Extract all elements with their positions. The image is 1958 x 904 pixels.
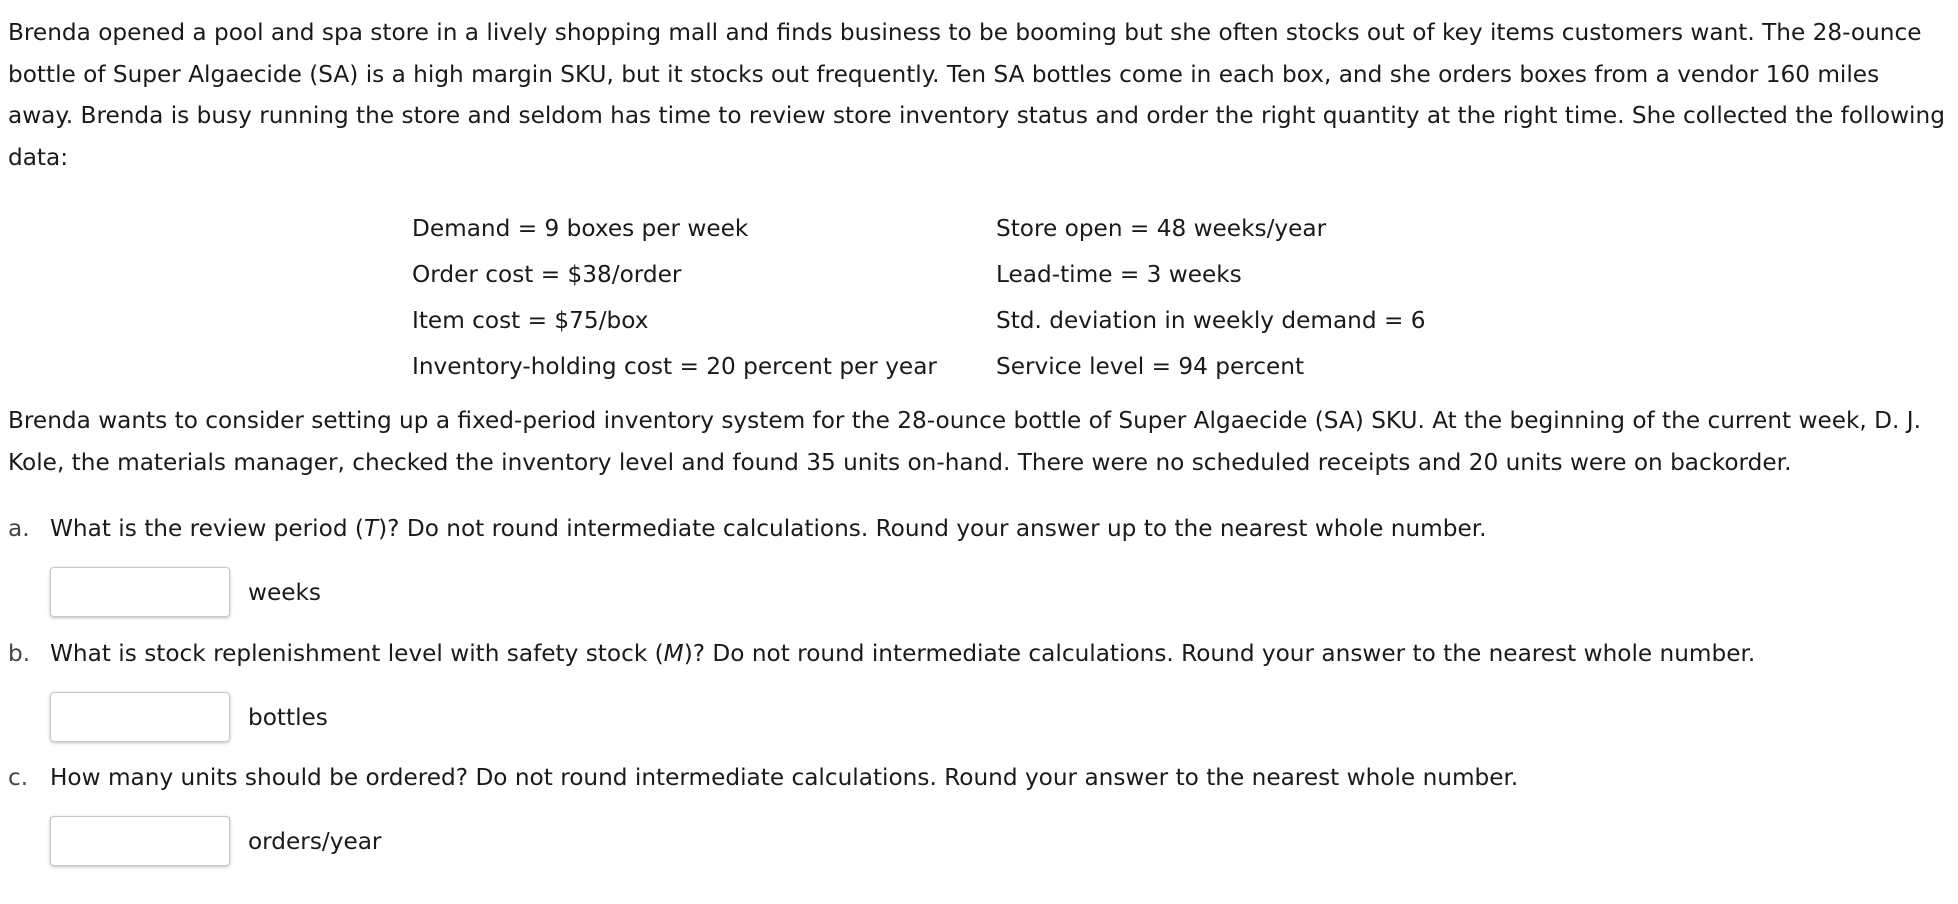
answer-row-a: [50, 567, 321, 617]
question-text-part: )? Do not round intermediate calculations. Round your answer to the nearest whole number.: [683, 640, 1756, 667]
unit-label: orders/year: [248, 827, 382, 855]
data-cell-demand: Demand = 9 boxes per week: [412, 214, 749, 242]
data-cell-item-cost: Item cost = $75/box: [412, 306, 649, 334]
scenario-paragraph: Brenda wants to consider setting up a fixed-period inventory system for the 28-ounce bottle of Super Algaecide (SA) SKU. At the beginning of the current week, D. J. Kole, the materials manager, checked the inventory level and found 35 units on-hand. There were no scheduled receipts and 20 units were on backorder.: [8, 407, 1921, 476]
data-row: [412, 205, 1426, 251]
question-variable: M: [663, 640, 684, 667]
unit-label: bottles: [248, 703, 328, 731]
question-text: [50, 764, 1518, 791]
data-cell-order-cost: Order cost = $38/order: [412, 260, 682, 288]
data-cell-holding-cost: Inventory-holding cost = 20 percent per year: [412, 352, 937, 380]
answer-row-c: [50, 816, 381, 866]
data-row: [412, 297, 1426, 343]
data-row: [412, 251, 1426, 297]
question-text-part: How many units should be ordered? Do not round intermediate calculations. Round your answer to the nearest whole number.: [50, 764, 1519, 791]
intro-paragraph: Brenda opened a pool and spa store in a lively shopping mall and finds business to be booming but she often stocks out of key items customers want. The 28-ounce bottle of Super Algaecide (SA) is a high margin SKU, but it stocks out frequently. Ten SA bottles come in each box, and she orders boxes from a vendor 160 miles away. Brenda is busy running the store and seldom has time to review store inventory status and order the right quantity at the right time. She collected the following data:: [8, 19, 1945, 171]
answer-row-b: [50, 692, 328, 742]
data-row: [412, 343, 1426, 389]
data-cell-service-level: Service level = 94 percent: [996, 352, 1305, 380]
unit-label: weeks: [248, 578, 322, 606]
question-variable: T: [363, 515, 379, 542]
question-c: [8, 764, 1518, 791]
data-cell-std-deviation: Std. deviation in weekly demand = 6: [996, 306, 1426, 334]
answer-input-b[interactable]: [50, 692, 230, 742]
question-text: [50, 640, 1755, 667]
question-letter: c.: [8, 764, 29, 791]
answer-input-a[interactable]: [50, 567, 230, 617]
data-table: [412, 205, 1426, 389]
question-a: [8, 515, 1487, 542]
answer-input-c[interactable]: [50, 816, 230, 866]
question-letter: b.: [8, 640, 31, 667]
question-b: [8, 640, 1755, 667]
data-cell-lead-time: Lead-time = 3 weeks: [996, 260, 1242, 288]
question-text-part: What is the review period (: [50, 515, 364, 542]
question-letter: a.: [8, 515, 30, 542]
question-text-part: What is stock replenishment level with safety stock (: [50, 640, 664, 667]
question-text-part: )? Do not round intermediate calculations. Round your answer up to the nearest whole number.: [378, 515, 1487, 542]
data-cell-store-open: Store open = 48 weeks/year: [996, 214, 1327, 242]
question-text: [50, 515, 1487, 542]
